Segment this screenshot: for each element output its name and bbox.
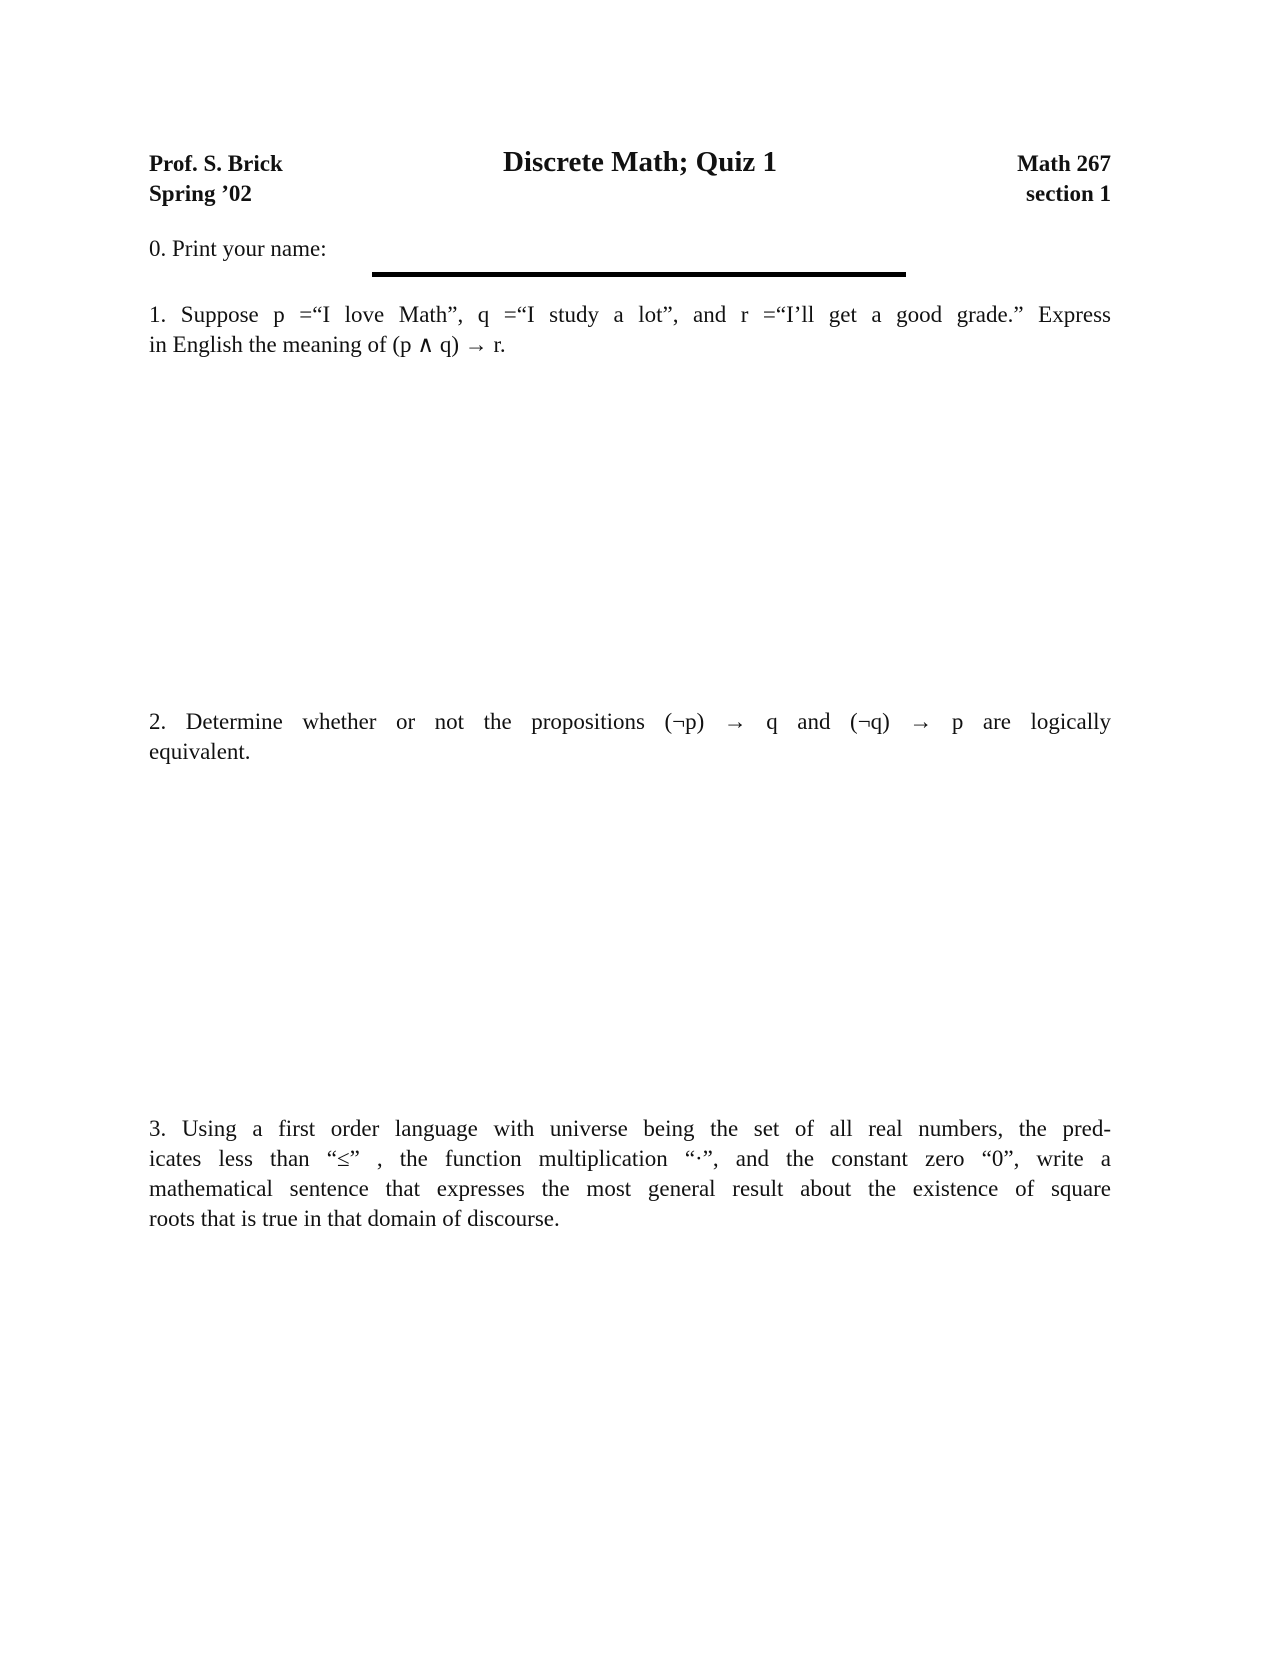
section-number: section 1 bbox=[1026, 181, 1111, 206]
question-3 bbox=[149, 1114, 1111, 1234]
question-3-line: 3. Using a first order language with universe being the set of all real numbers, the pred- bbox=[149, 1116, 1111, 1141]
question-3-line: mathematical sentence that expresses the most general result about the existence of square bbox=[149, 1176, 1111, 1201]
term: Spring ’02 bbox=[149, 181, 252, 206]
question-0 bbox=[149, 234, 1111, 264]
question-0-text: 0. Print your name: bbox=[149, 236, 327, 261]
instructor-name: Prof. S. Brick bbox=[149, 151, 283, 176]
question-2 bbox=[149, 707, 1111, 767]
question-1-line: 1. Suppose p =“I love Math”, q =“I study a lot”, and r =“I’ll get a good grade.” Express bbox=[149, 302, 1111, 327]
course-number: Math 267 bbox=[1017, 151, 1111, 176]
page-title: Discrete Math; Quiz 1 bbox=[502, 146, 778, 178]
name-answer-line[interactable] bbox=[372, 272, 906, 277]
question-2-line: 2. Determine whether or not the propositions (¬p) → q and (¬q) → p are logically bbox=[149, 709, 1111, 734]
question-1-line: in English the meaning of (p ∧ q) → r. bbox=[149, 332, 506, 357]
question-2-line: equivalent. bbox=[149, 739, 251, 764]
question-1 bbox=[149, 300, 1111, 360]
question-3-line: roots that is true in that domain of discourse. bbox=[149, 1206, 560, 1231]
question-3-line: icates less than “≤” , the function multiplication “·”, and the constant zero “0”, write a bbox=[149, 1146, 1111, 1171]
